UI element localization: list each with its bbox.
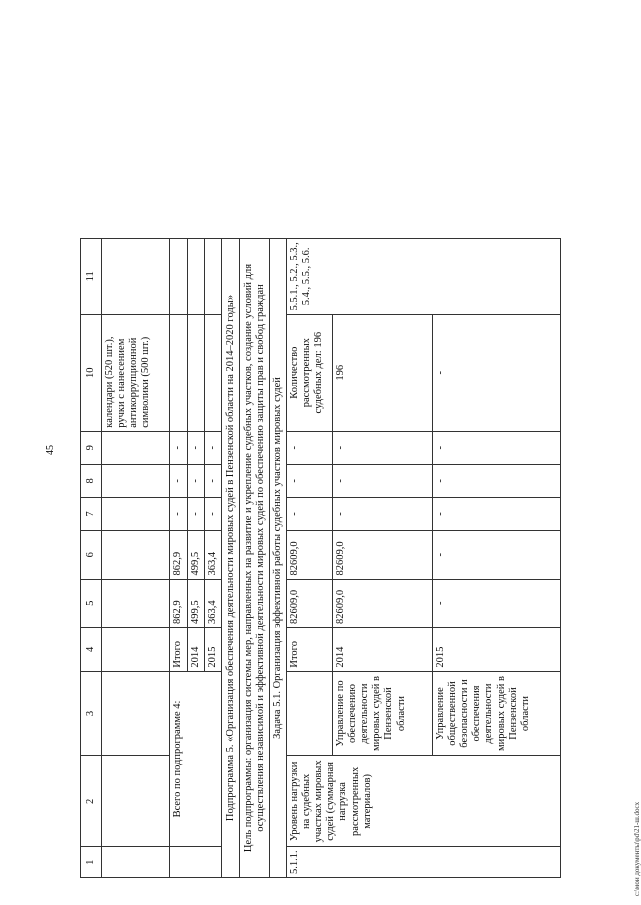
table-cell <box>188 314 205 431</box>
prev-indicator-text: календари (520 шт.), ручки с нанесением антикоррупционной символики (500 шт.) <box>102 314 170 431</box>
col-num: 10 <box>81 314 102 431</box>
year-cell: 2014 <box>333 628 433 672</box>
executor-cell <box>287 671 333 756</box>
table-cell <box>102 628 170 672</box>
table-cell <box>188 239 205 315</box>
col-num: 6 <box>81 531 102 580</box>
value-cell: - <box>287 464 333 497</box>
value-cell: 363,4 <box>205 531 222 580</box>
table-cell <box>102 431 170 464</box>
table-row <box>240 239 270 878</box>
value-cell: - <box>333 464 433 497</box>
table-cell <box>102 847 170 878</box>
value-cell: - <box>287 431 333 464</box>
col-num: 7 <box>81 497 102 530</box>
value-cell: - <box>205 497 222 530</box>
year-cell: 2015 <box>205 628 222 672</box>
col-num: 4 <box>81 628 102 672</box>
table-row <box>287 239 333 878</box>
table-row <box>170 239 188 878</box>
table-cell <box>102 531 170 580</box>
item-name: Уровень нагрузки на судебных участках мировых судей (суммарная нагрузка рассмотренных материалов) <box>287 756 561 847</box>
col-num: 2 <box>81 756 102 847</box>
value-cell: - <box>433 464 561 497</box>
rotated-table-wrapper <box>80 238 561 878</box>
table-row <box>222 239 240 878</box>
table-cell <box>102 579 170 628</box>
total-label: Всего по подпрограмме 4: <box>170 671 222 847</box>
value-cell: 82609,0 <box>333 531 433 580</box>
table-cell <box>170 239 188 315</box>
value-cell: - <box>205 464 222 497</box>
budget-table <box>80 238 561 878</box>
value-cell: 862,9 <box>170 579 188 628</box>
value-cell: - <box>188 464 205 497</box>
value-cell: - <box>333 431 433 464</box>
table-row <box>270 239 287 878</box>
value-cell: - <box>333 497 433 530</box>
executor-cell: Управление общественной безопасности и обеспечения деятельности мировых судей в Пензенской области <box>433 671 561 756</box>
table-cell <box>102 464 170 497</box>
value-cell: 499,5 <box>188 579 205 628</box>
table-cell <box>102 497 170 530</box>
table-cell <box>205 239 222 315</box>
indicator-value: 196 <box>333 314 433 431</box>
value-cell: - <box>433 431 561 464</box>
col-num: 9 <box>81 431 102 464</box>
col-num: 1 <box>81 847 102 878</box>
file-path-footer: c:\мои документы\pd\21-ш.docx <box>633 801 641 897</box>
table-cell <box>170 314 188 431</box>
value-cell: 363,4 <box>205 579 222 628</box>
table-row <box>102 239 170 878</box>
item-number: 5.1.1. <box>287 847 561 878</box>
value-cell: 82609,0 <box>333 579 433 628</box>
indicator-value: - <box>433 314 561 431</box>
column-number-row <box>81 239 102 878</box>
value-cell: 862,9 <box>170 531 188 580</box>
year-cell: Итого <box>170 628 188 672</box>
related-items: 5.5.1., 5.2., 5.3., 5.4., 5.5., 5.6. <box>287 239 561 315</box>
table-cell <box>170 847 222 878</box>
page-number: 45 <box>44 445 56 455</box>
year-cell: 2014 <box>188 628 205 672</box>
value-cell: - <box>188 431 205 464</box>
table-cell <box>102 239 170 315</box>
table-cell <box>205 314 222 431</box>
value-cell: - <box>433 531 561 580</box>
value-cell: - <box>287 497 333 530</box>
value-cell: - <box>205 431 222 464</box>
col-num: 8 <box>81 464 102 497</box>
value-cell: 82609,0 <box>287 531 333 580</box>
subprogram-title: Подпрограмма 5. «Организация обеспечения деятельности мировых судей в Пензенской области на 2014–2020 годы» <box>222 239 240 878</box>
value-cell: - <box>170 464 188 497</box>
subprogram-goal: Цель подпрограммы: организация системы мер, направленных на развитие и укрепление судебных участков, создание условий для осуществления независимой и эффективной деятельности мировых судей по обеспечению защиты прав и свобод граждан <box>240 239 270 878</box>
value-cell: 82609,0 <box>287 579 333 628</box>
table-cell <box>102 671 170 756</box>
col-num: 11 <box>81 239 102 315</box>
indicator-cell: Количество рассмотренных судебных дел: 196 <box>287 314 333 431</box>
col-num: 5 <box>81 579 102 628</box>
value-cell: 499,5 <box>188 531 205 580</box>
year-cell: 2015 <box>433 628 561 672</box>
task-title: Задача 5.1. Организация эффективной работы судебных участков мировых судей <box>270 239 287 878</box>
value-cell: - <box>433 579 561 628</box>
value-cell: - <box>188 497 205 530</box>
value-cell: - <box>170 497 188 530</box>
table-cell <box>102 756 170 847</box>
value-cell: - <box>170 431 188 464</box>
value-cell: - <box>433 497 561 530</box>
executor-cell: Управление по обеспечению деятельности мировых судей в Пензенской области <box>333 671 433 756</box>
col-num: 3 <box>81 671 102 756</box>
year-cell: Итого <box>287 628 333 672</box>
